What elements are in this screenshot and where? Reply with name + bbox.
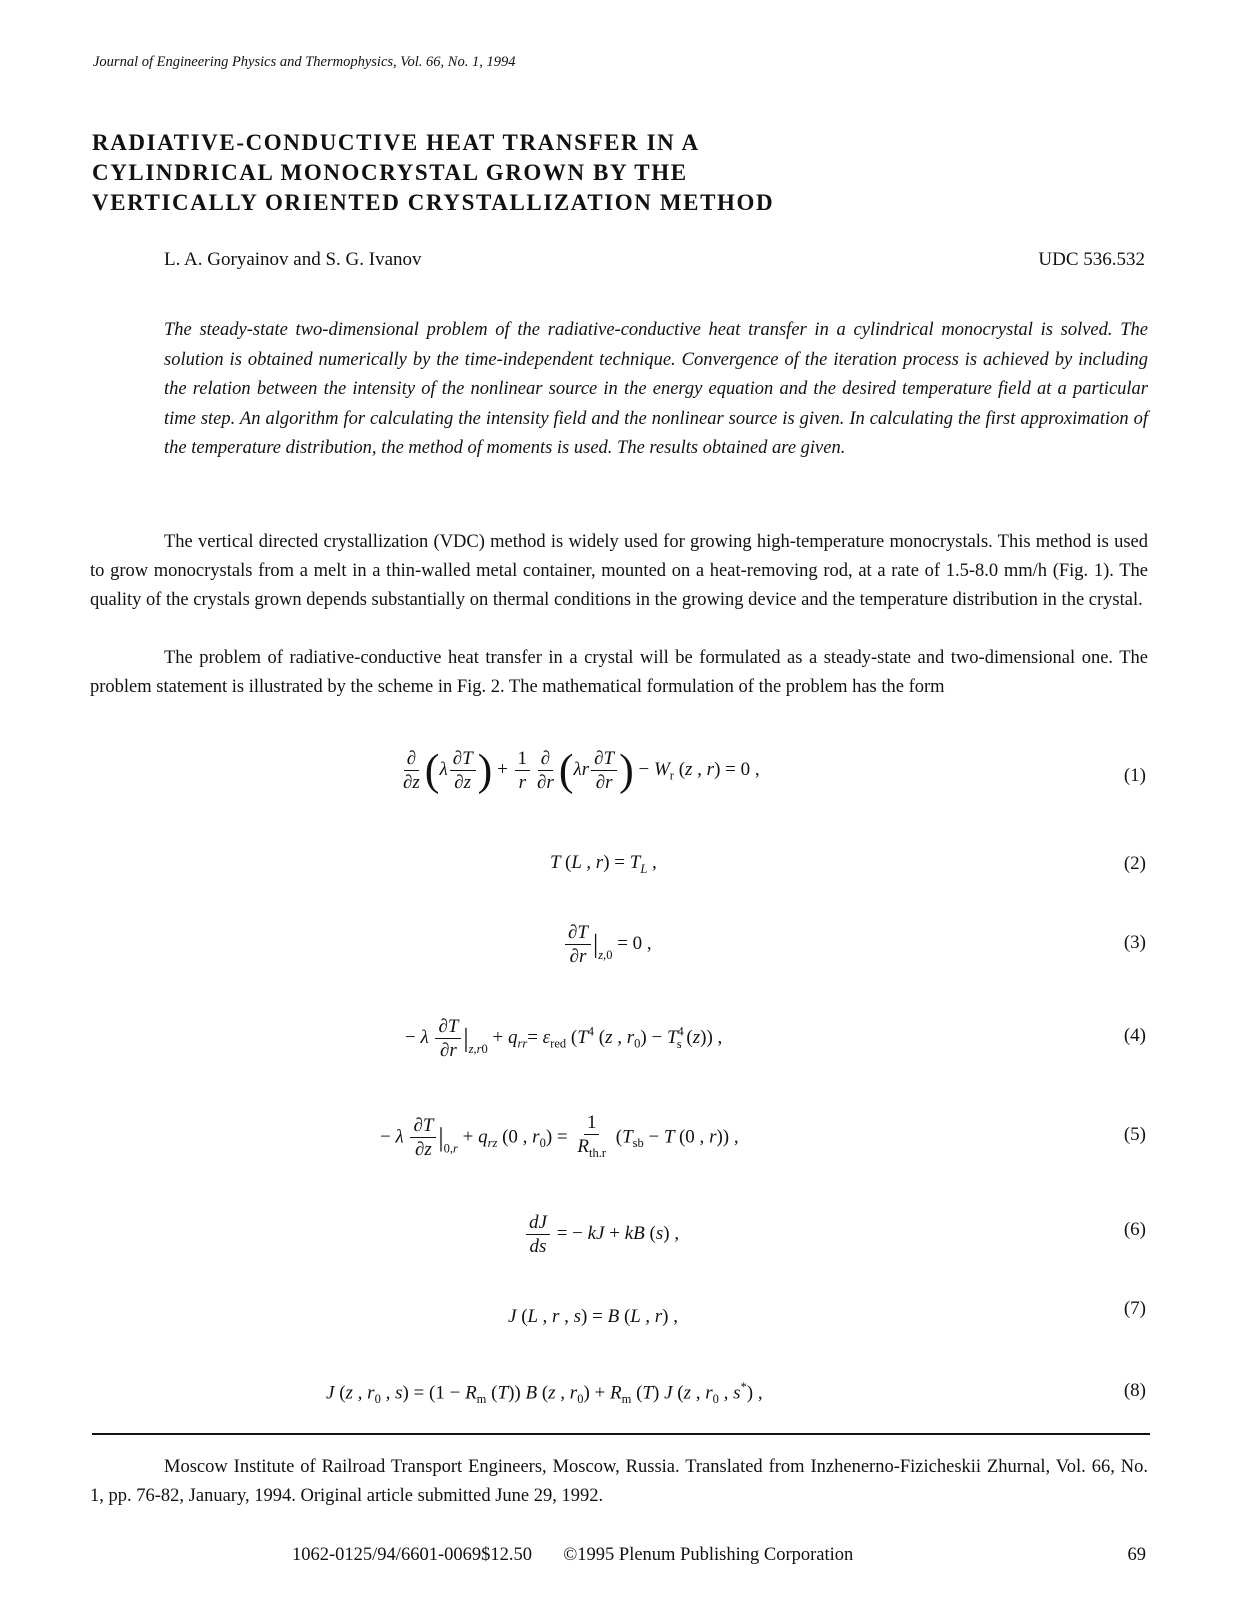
equation-3: $\frac{\partial T}{\partial r}$ $|_{z,0} = 0$ , [563, 922, 652, 967]
title-line-3: VERTICALLY ORIENTED CRYSTALLIZATION METHOD [92, 190, 775, 215]
paragraph-2: The problem of radiative-conductive heat transfer in a crystal will be formulated as a steady-state and two-dimensional one. The problem statement is illustrated by the scheme in Fig. 2. The mathematical formulation of the problem has the form [90, 648, 1148, 697]
title-line-1: RADIATIVE-CONDUCTIVE HEAT TRANSFER IN A [92, 130, 700, 155]
copyright: ©1995 Plenum Publishing Corporation [563, 1545, 854, 1565]
equation-2: T (L , $r) = T_L$ , [550, 852, 657, 876]
journal-header: Journal of Engineering Physics and Thermophysics, Vol. 66, No. 1, 1994 [93, 54, 516, 70]
paragraph-1: The vertical directed crystallization (VDC) method is widely used for growing high-temperature monocrystals. This method is used to grow monocrystals from a melt in a thin-walled metal container, mounted on a heat-removing rod, at a rate of 1.5-8.0 mm/h (Fig. 1). The quality of the crystals grown depends substantially on thermal conditions in the growing device and the temperature distribution in the crystal. [90, 532, 1148, 610]
publication-info [292, 1545, 853, 1566]
equation-6: $\frac{dJ}{ds}$ = − kJ + kB (s) , [524, 1212, 679, 1257]
equation-8: J (z , $r_0$ , $s) = (1 - R_m$ (T)) B (z , $r_0) + R_m$ (T) J (z , $r_0$ , s*) , [326, 1380, 763, 1407]
equation-7: J (L , r , s) = B (L , r) , [508, 1306, 678, 1327]
equation-5: − λ $\frac{\partial T}{\partial z}$ $|_{0,r} + q_{rz}$ (0 , $r_0$) = $\frac{1}{R_{th.r}}$ ($T_{sb} - T$ (0 , r)) , [380, 1112, 739, 1161]
abstract: The steady-state two-dimensional problem of the radiative-conductive heat transfer in a cylindrical monocrystal is solved. The solution is obtained numerically by the time-independent technique. Convergence of the iteration process is achieved by including the relation between the intensity of the nonlinear source in the energy equation and the desired temperature field at a particular time step. An algorithm for calculating the intensity field and the nonlinear source is given. In calculating the first approximation of the temperature distribution, the method of moments is used. The results obtained are given. [164, 320, 1148, 458]
equation-number-6: (6) [1123, 1219, 1146, 1240]
equation-number-3: (3) [1123, 932, 1146, 953]
equation-4: − λ $\frac{\partial T}{\partial r}$ $|_{z,r0} + q_{rr}= \varepsilon_{red}$ ($T^4$ (z , $r_0) - T^4_s$ (z)) , [405, 1016, 723, 1061]
footnote-divider [92, 1433, 1150, 1435]
footnote: Moscow Institute of Railroad Transport Engineers, Moscow, Russia. Translated from Inzhenerno-Fizicheskii Zhurnal, Vol. 66, No. 1, pp. 76-82, January, 1994. Original article submitted June 29, 1992. [90, 1457, 1148, 1506]
title-line-2: CYLINDRICAL MONOCRYSTAL GROWN BY THE [92, 160, 688, 185]
page-number: 69 [1127, 1545, 1146, 1565]
equation-number-2: (2) [1123, 853, 1146, 874]
authors: L. A. Goryainov and S. G. Ivanov [164, 249, 422, 270]
equation-number-1: (1) [1123, 765, 1146, 786]
udc-code: UDC 536.532 [1038, 249, 1145, 270]
equation-1: $\frac{\partial}{\partial z}$ (λ $\frac{\partial T}{\partial z}$ ) + $\frac{1}{r}$ $\frac{\partial}{\partial r}$ (λr $\frac{\partial T}{\partial r}$ ) − $W_r$ (z , r) = 0 , [403, 745, 760, 795]
equation-number-5: (5) [1123, 1124, 1146, 1145]
article-title [92, 128, 774, 218]
equation-number-7: (7) [1123, 1298, 1146, 1319]
equation-number-4: (4) [1123, 1025, 1146, 1046]
article-code: 1062-0125/94/6601-0069$12.50 [292, 1545, 532, 1565]
equation-number-8: (8) [1123, 1380, 1146, 1401]
